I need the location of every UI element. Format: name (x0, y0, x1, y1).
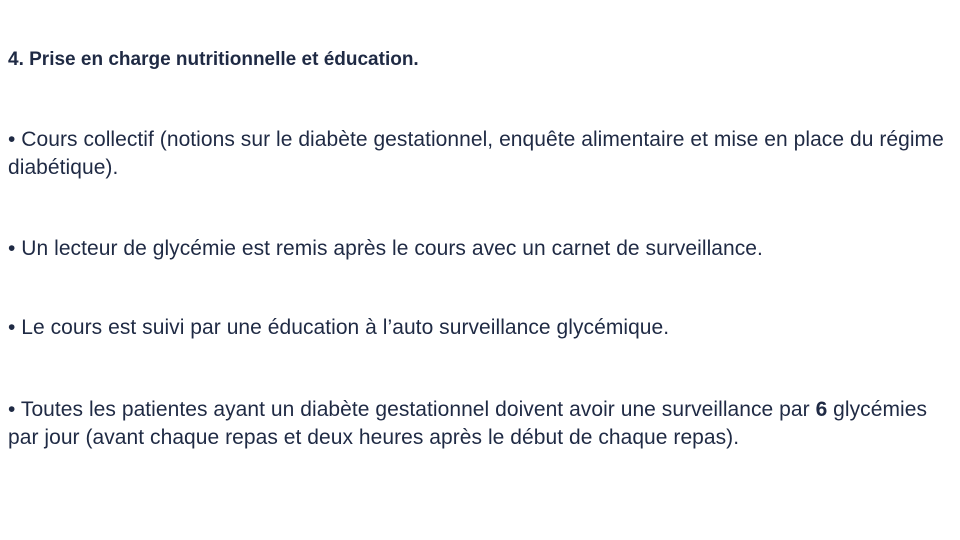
bullet-monitoring-text-start: • Toutes les patientes ayant un diabète gestationnel doivent avoir une surveillance par (8, 398, 816, 421)
bullet-collective-course: • Cours collectif (notions sur le diabète gestationnel, enquête alimentaire et mise en place du régime diabétique). (8, 128, 944, 179)
slide-title: 4. Prise en charge nutritionnelle et éducation. (8, 49, 419, 70)
bullet-self-monitoring-education: • Le cours est suivi par une éducation à l’auto surveillance glycémique. (8, 316, 670, 339)
glycemia-count: 6 (815, 398, 828, 421)
bullet-monitoring-frequency (8, 396, 953, 452)
bullet-monitoring-text-end: glycémies par jour (avant chaque repas et deux heures après le début de chaque repas). (8, 398, 927, 449)
bullet-glucose-meter: • Un lecteur de glycémie est remis après le cours avec un carnet de surveillance. (8, 237, 763, 260)
